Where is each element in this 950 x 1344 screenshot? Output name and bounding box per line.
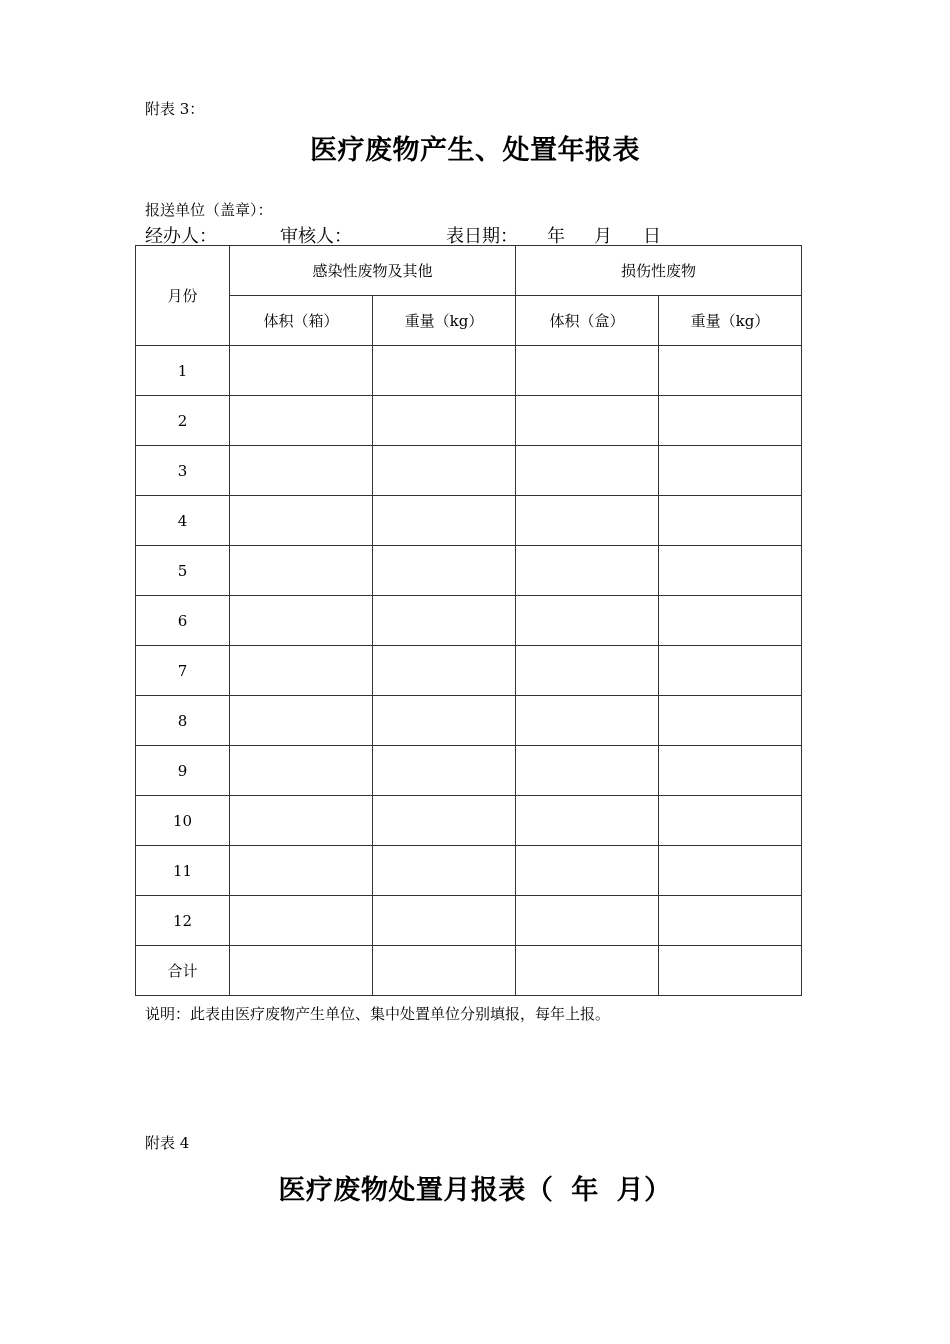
row-label: 4 — [136, 496, 230, 546]
row-label: 7 — [136, 646, 230, 696]
data-cell[interactable] — [516, 346, 659, 396]
sub-header-weight-kg: 重量（kg） — [373, 296, 516, 346]
data-cell[interactable] — [516, 946, 659, 996]
data-cell[interactable] — [230, 746, 373, 796]
data-cell[interactable] — [516, 546, 659, 596]
data-cell[interactable] — [230, 446, 373, 496]
data-cell[interactable] — [230, 396, 373, 446]
data-cell[interactable] — [230, 896, 373, 946]
reviewer-label: 审核人： — [280, 226, 352, 247]
data-cell[interactable] — [659, 546, 802, 596]
month-header: 月份 — [136, 246, 230, 346]
data-cell[interactable] — [659, 696, 802, 746]
data-cell[interactable] — [516, 646, 659, 696]
row-label: 3 — [136, 446, 230, 496]
data-cell[interactable] — [659, 646, 802, 696]
annex3-label: 附表 3： — [145, 100, 205, 118]
row-label: 10 — [136, 796, 230, 846]
table-row — [136, 546, 802, 596]
row-label: 8 — [136, 696, 230, 746]
row-label: 9 — [136, 746, 230, 796]
data-cell[interactable] — [516, 696, 659, 746]
data-cell[interactable] — [516, 846, 659, 896]
row-label: 6 — [136, 596, 230, 646]
row-label: 2 — [136, 396, 230, 446]
data-cell[interactable] — [230, 496, 373, 546]
data-cell[interactable] — [659, 396, 802, 446]
data-cell[interactable] — [230, 696, 373, 746]
data-cell[interactable] — [373, 846, 516, 896]
data-cell[interactable] — [230, 646, 373, 696]
row-label: 1 — [136, 346, 230, 396]
table-row — [136, 346, 802, 396]
data-cell[interactable] — [516, 496, 659, 546]
table-row — [136, 646, 802, 696]
data-cell[interactable] — [230, 546, 373, 596]
day-label: 日 — [643, 226, 661, 247]
annex4-label: 附表 4 — [145, 1134, 190, 1152]
data-cell[interactable] — [659, 846, 802, 896]
data-cell[interactable] — [373, 796, 516, 846]
row-label: 12 — [136, 896, 230, 946]
data-cell[interactable] — [516, 446, 659, 496]
sub-header-volume-case: 体积（盒） — [516, 296, 659, 346]
table-row — [136, 796, 802, 846]
table-row-total — [136, 946, 802, 996]
data-cell[interactable] — [373, 346, 516, 396]
annual-report-table — [135, 245, 802, 996]
data-cell[interactable] — [659, 346, 802, 396]
data-cell[interactable] — [659, 446, 802, 496]
date-label: 表日期： — [446, 226, 518, 247]
table-row — [136, 446, 802, 496]
data-cell[interactable] — [516, 746, 659, 796]
data-cell[interactable] — [373, 446, 516, 496]
data-cell[interactable] — [373, 546, 516, 596]
reporting-unit-label: 报送单位（盖章）： — [145, 201, 273, 219]
data-cell[interactable] — [516, 796, 659, 846]
data-cell[interactable] — [659, 746, 802, 796]
table-note: 说明：此表由医疗废物产生单位、集中处置单位分别填报，每年上报。 — [145, 1005, 611, 1023]
handler-label: 经办人： — [145, 226, 217, 247]
table-row — [136, 496, 802, 546]
infectious-waste-header: 感染性废物及其他 — [230, 246, 516, 296]
data-cell[interactable] — [373, 646, 516, 696]
data-cell[interactable] — [659, 496, 802, 546]
table-row — [136, 596, 802, 646]
data-cell[interactable] — [230, 596, 373, 646]
data-cell[interactable] — [659, 946, 802, 996]
sub-header-volume-box: 体积（箱） — [230, 296, 373, 346]
table-row — [136, 746, 802, 796]
table-row — [136, 896, 802, 946]
data-cell[interactable] — [373, 696, 516, 746]
data-cell[interactable] — [230, 846, 373, 896]
row-label: 5 — [136, 546, 230, 596]
table-row — [136, 696, 802, 746]
data-cell[interactable] — [373, 746, 516, 796]
table-row — [136, 396, 802, 446]
data-cell[interactable] — [659, 596, 802, 646]
row-label-total: 合计 — [136, 946, 230, 996]
data-cell[interactable] — [373, 396, 516, 446]
data-cell[interactable] — [516, 396, 659, 446]
sharps-waste-header: 损伤性废物 — [516, 246, 802, 296]
data-cell[interactable] — [373, 896, 516, 946]
data-cell[interactable] — [516, 896, 659, 946]
data-cell[interactable] — [659, 796, 802, 846]
data-cell[interactable] — [373, 946, 516, 996]
data-cell[interactable] — [373, 596, 516, 646]
year-label: 年 — [547, 226, 565, 247]
annex3-title: 医疗废物产生、处置年报表 — [310, 135, 640, 166]
data-cell[interactable] — [230, 946, 373, 996]
data-cell[interactable] — [373, 496, 516, 546]
sub-header-weight-kg-2: 重量（kg） — [659, 296, 802, 346]
annex4-title: 医疗废物处置月报表（ 年 月） — [278, 1175, 672, 1206]
data-cell[interactable] — [230, 346, 373, 396]
data-cell[interactable] — [659, 896, 802, 946]
data-cell[interactable] — [230, 796, 373, 846]
month-label: 月 — [594, 226, 612, 247]
row-label: 11 — [136, 846, 230, 896]
data-cell[interactable] — [516, 596, 659, 646]
table-row — [136, 846, 802, 896]
